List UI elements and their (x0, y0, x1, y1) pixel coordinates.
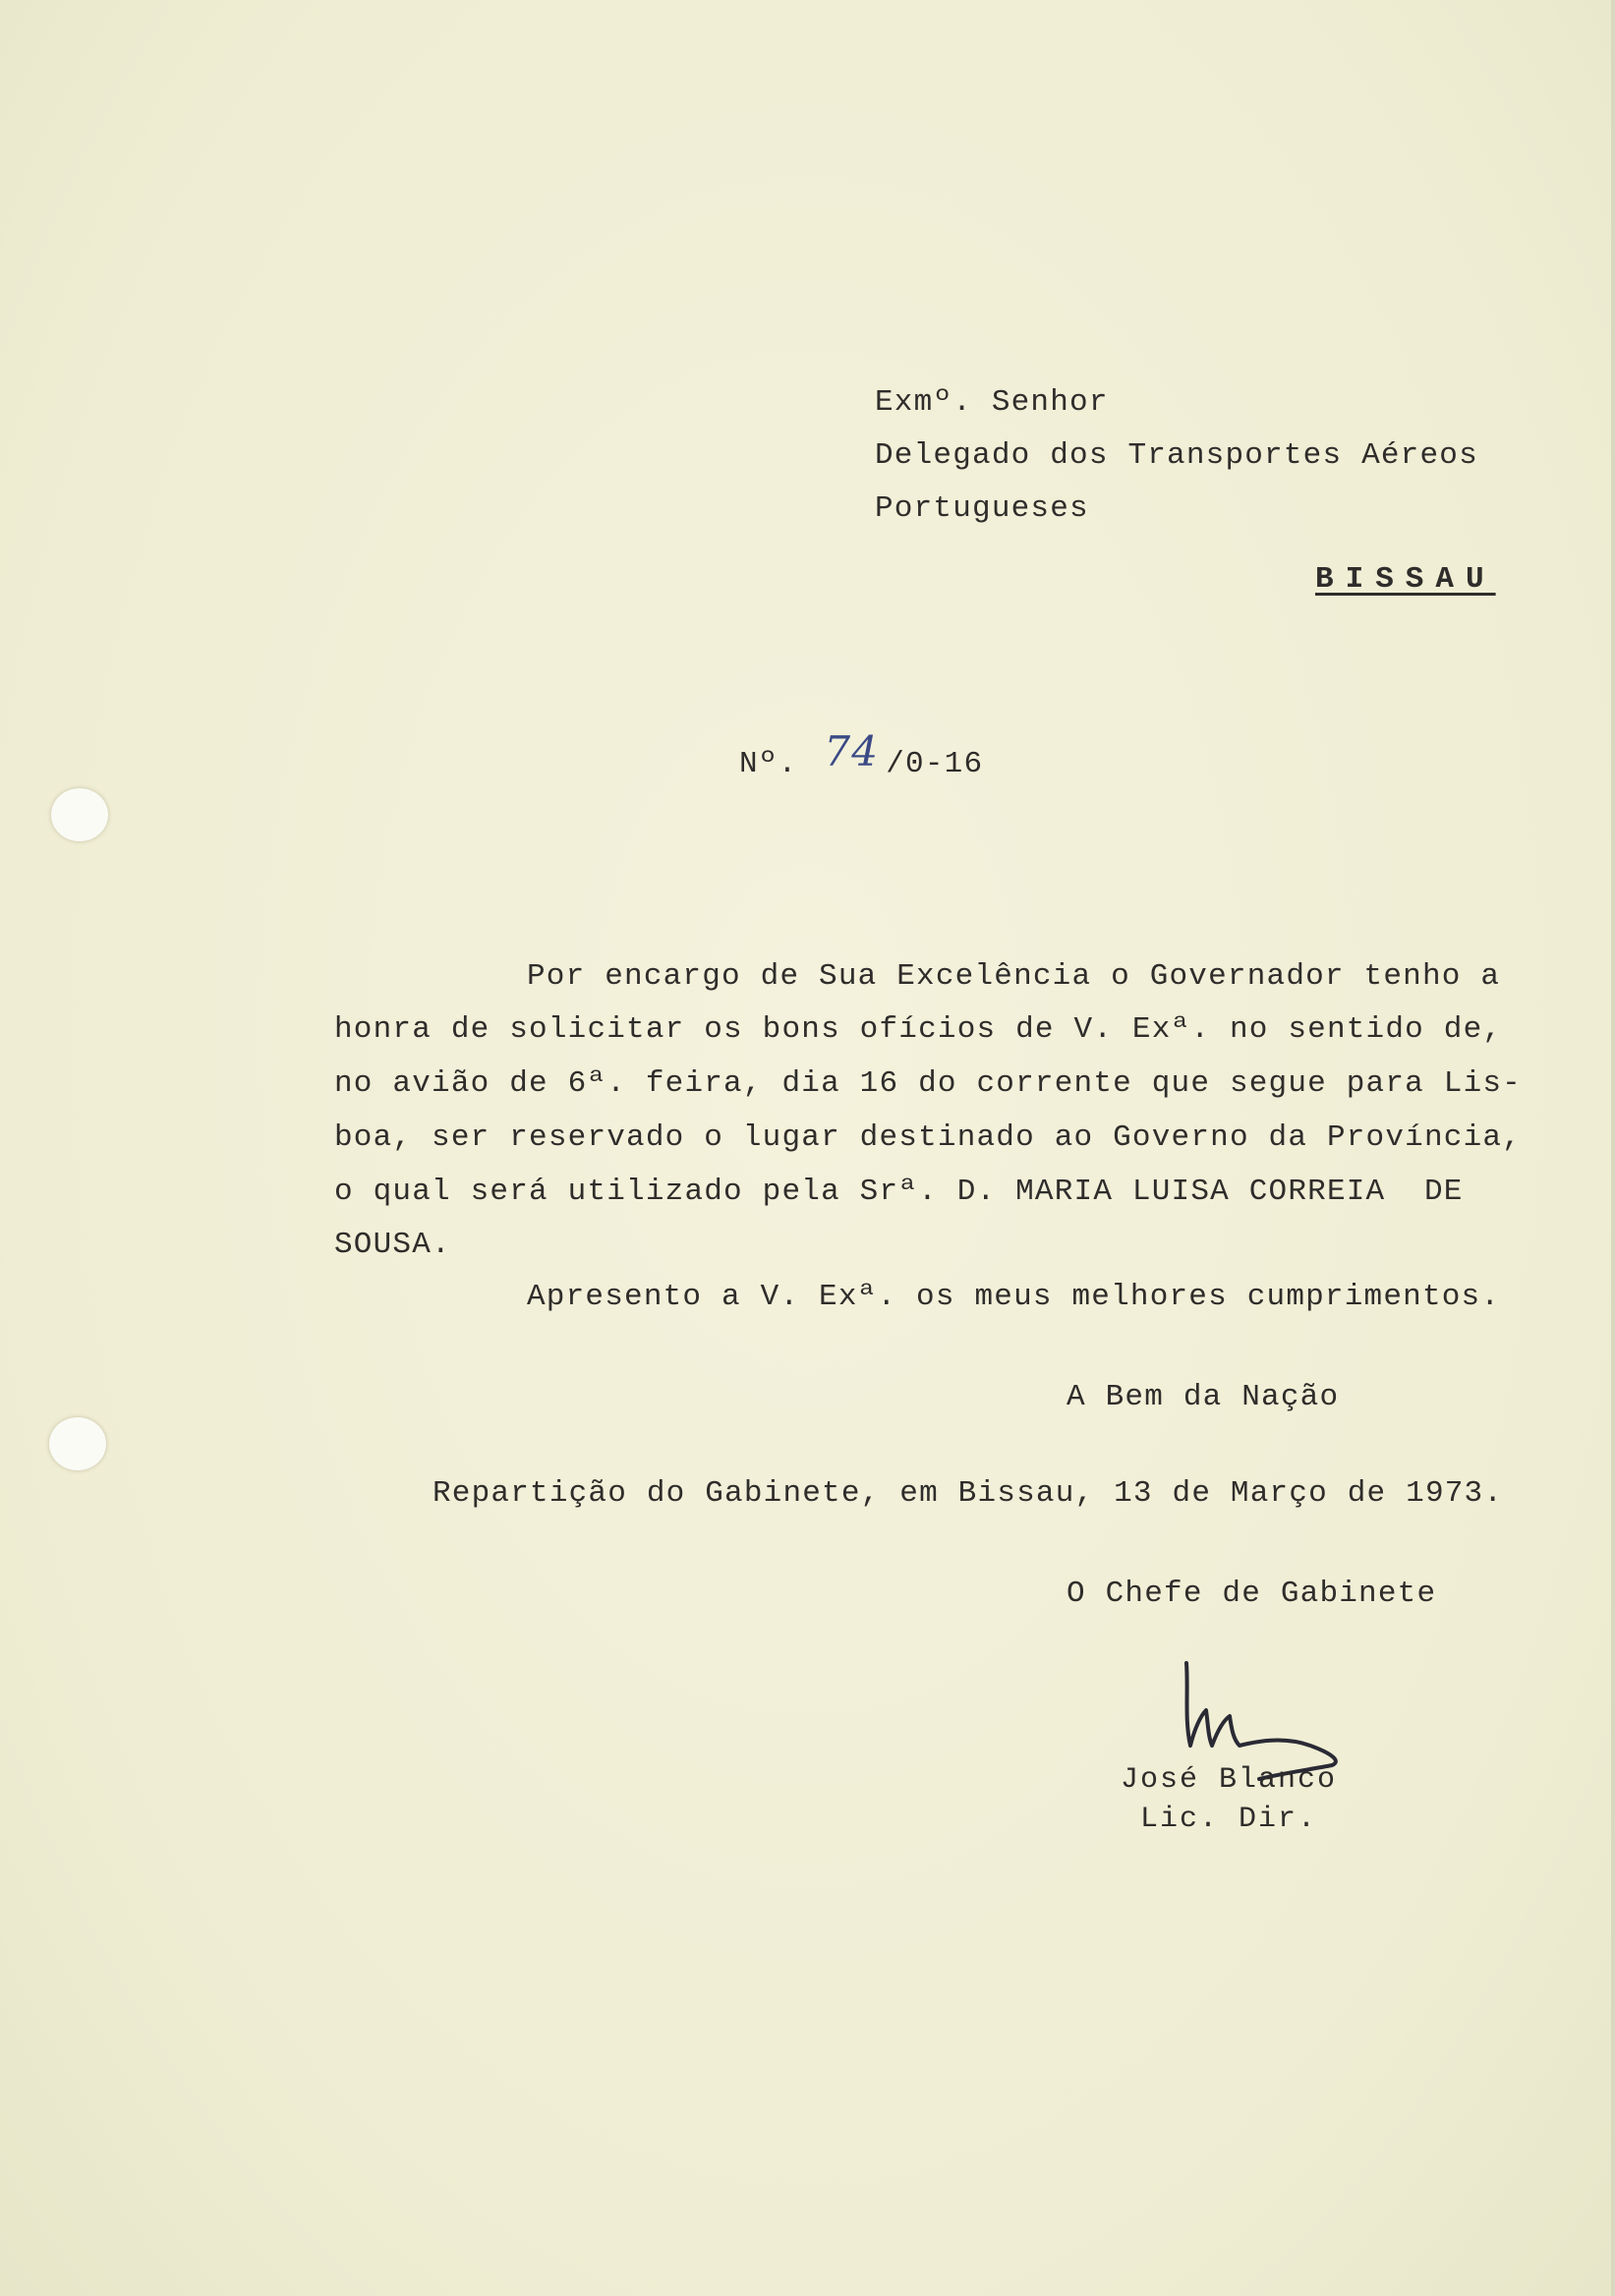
punch-hole-top (51, 788, 108, 841)
punch-hole-bottom (49, 1417, 106, 1470)
body-line-3: no avião de 6ª. feira, dia 16 do corrente que segue para Lis- (334, 1066, 1522, 1101)
recipient-line-2: Portugueses (875, 491, 1089, 526)
paper-edge (1611, 0, 1615, 2296)
motto: A Bem da Nação (1067, 1380, 1340, 1414)
reference-handwritten-number: 74 (824, 727, 880, 775)
place-date: Repartição do Gabinete, em Bissau, 13 de Março de 1973. (433, 1476, 1504, 1511)
body-line-5: o qual será utilizado pela Srª. D. MARIA LUISA CORREIA DE (334, 1175, 1464, 1209)
body-line-4: boa, ser reservado o lugar destinado ao Governo da Província, (334, 1120, 1522, 1155)
recipient-city: BISSAU (1315, 562, 1496, 597)
recipient-salutation: Exmº. Senhor (875, 385, 1109, 420)
reference-suffix: /0-16 (886, 747, 984, 781)
signatory-title: O Chefe de Gabinete (1067, 1577, 1437, 1611)
reference-prefix: Nº. (739, 747, 798, 781)
body-line-1: Por encargo de Sua Excelência o Governador tenho a (527, 959, 1501, 994)
signatory-name: José Blanco (1121, 1763, 1338, 1797)
body-line-2: honra de solicitar os bons ofícios de V. Exª. no sentido de, (334, 1012, 1503, 1047)
reference-number (739, 727, 984, 781)
recipient-line-1: Delegado dos Transportes Aéreos (875, 438, 1478, 473)
signatory-degree: Lic. Dir. (1140, 1803, 1318, 1836)
body-line-6: SOUSA. (334, 1228, 451, 1262)
body-closing: Apresento a V. Exª. os meus melhores cumprimentos. (527, 1280, 1501, 1314)
